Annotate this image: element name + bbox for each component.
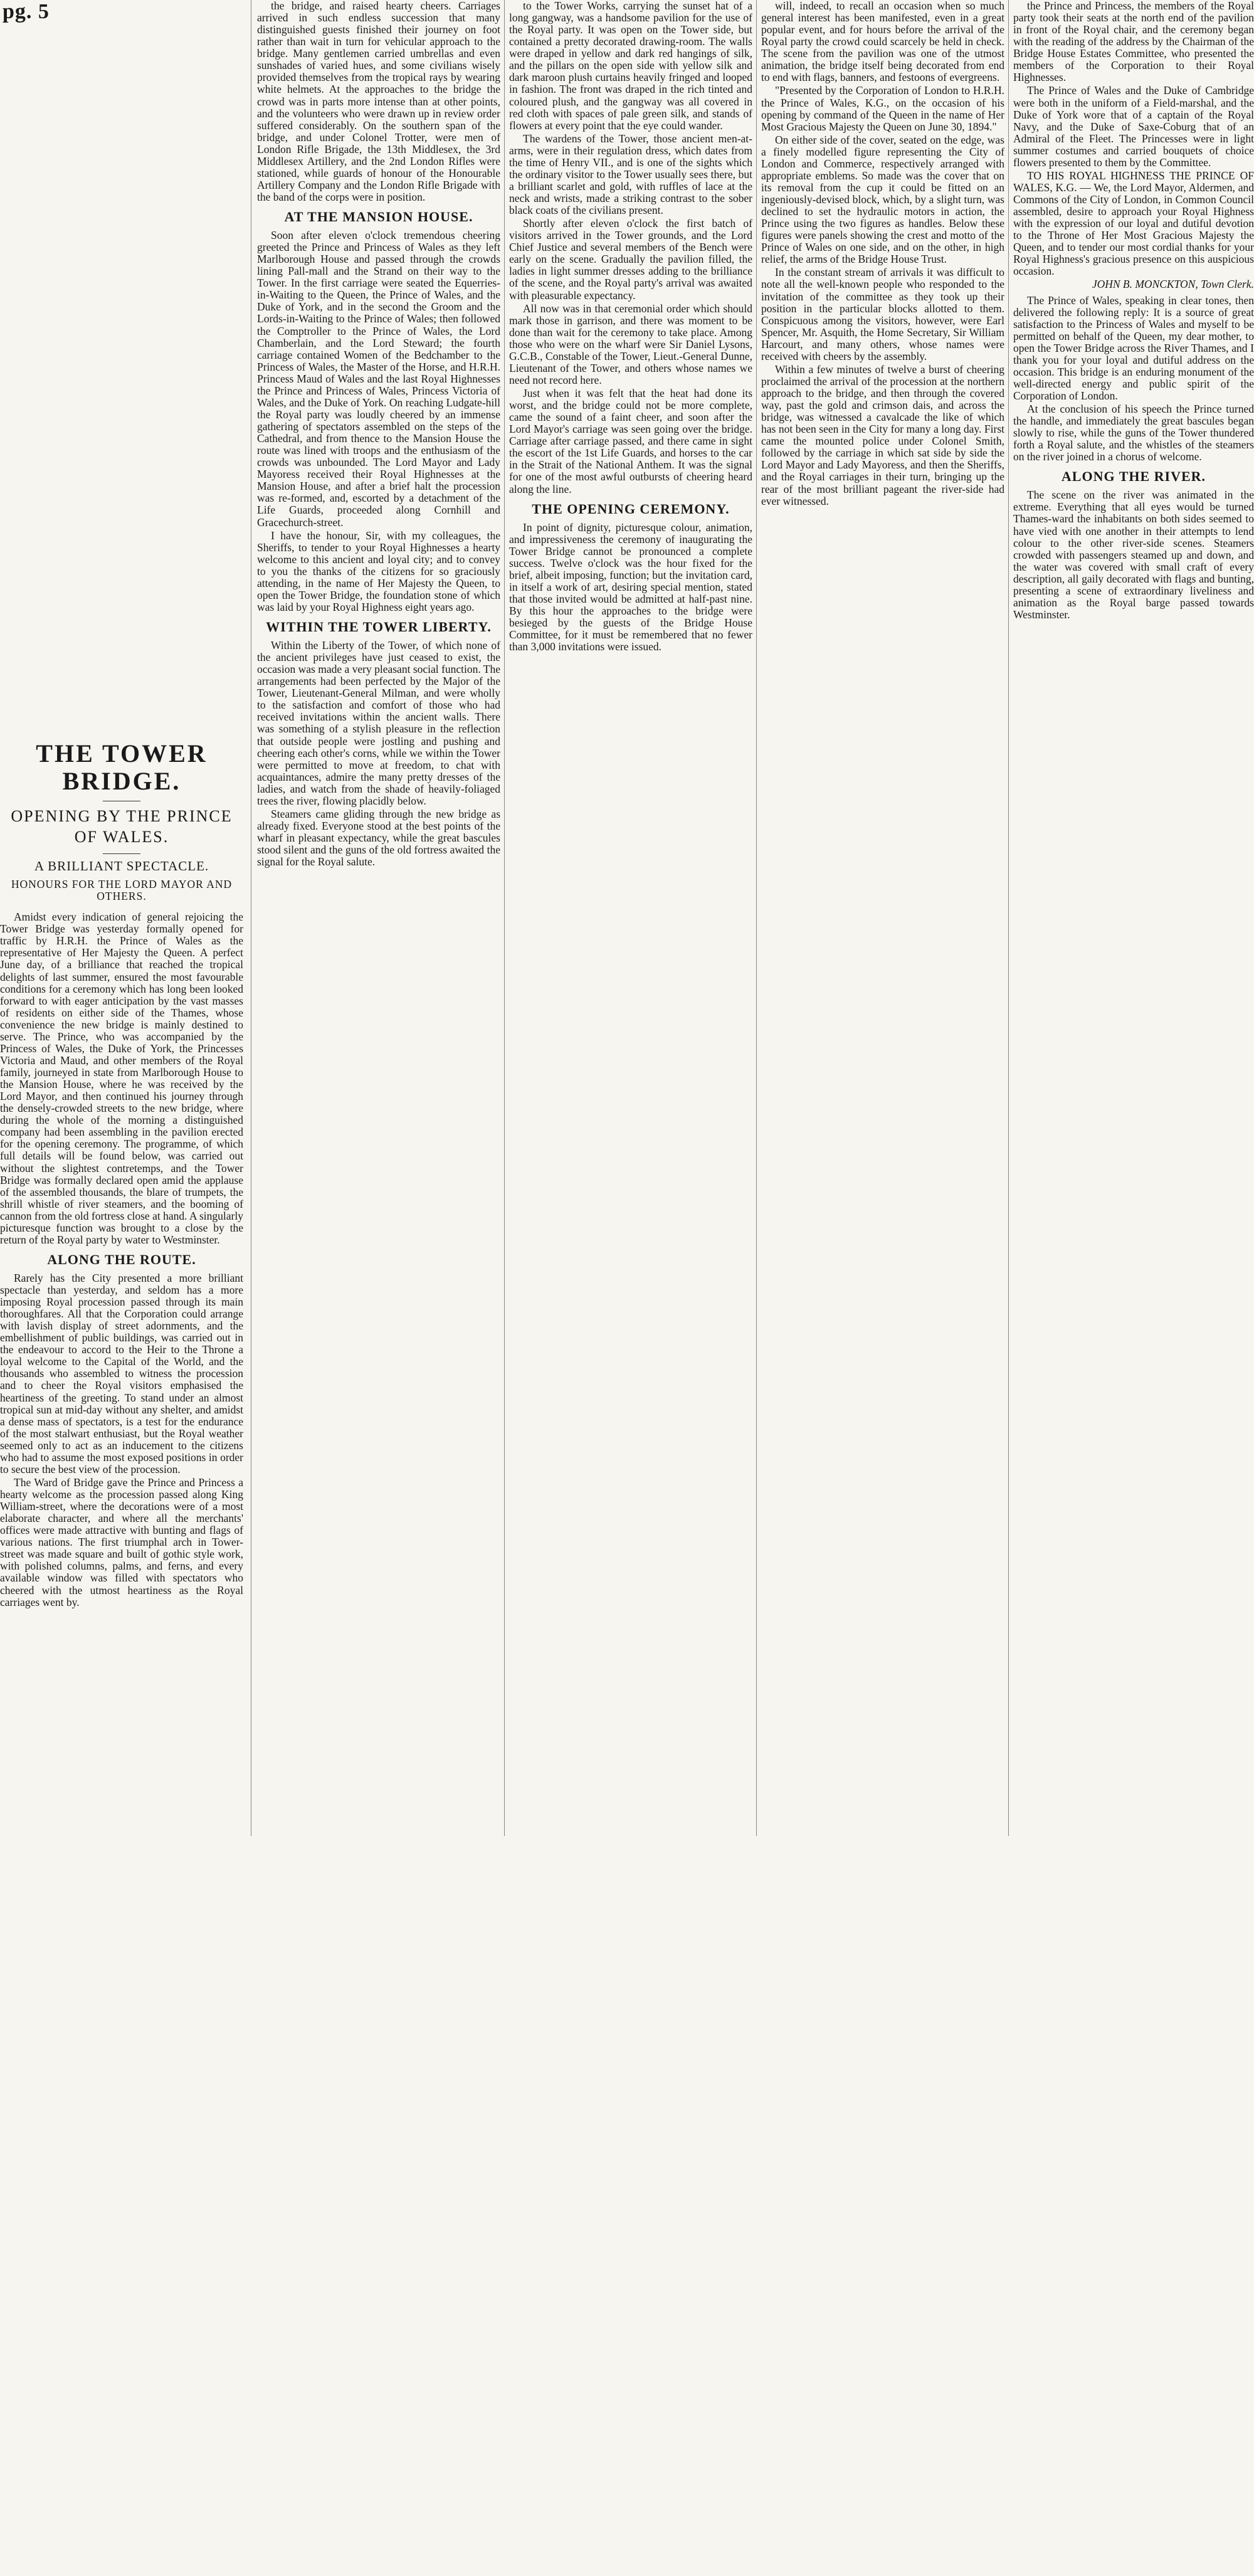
article-paragraph: Steamers came gliding through the new bridge as already fixed. Everyone stood at the best points of the wharf in pleasant expectancy, while the great bascules stood silent and the guns of the old fortress awaited the signal for the Royal salute. xyxy=(257,807,500,868)
divider xyxy=(103,853,140,854)
article-paragraph: In the constant stream of arrivals it was difficult to note all the well-known people who responded to the invitation of the committee as they took up their position in the particular blocks allotted to them. Conspicuous among the visitors, however, were Earl Spencer, Mr. Asquith, the Home Secretary, Sir William Harcourt, and many others, whose names were received with cheers by the assembly. xyxy=(761,266,1004,362)
article-paragraph: In point of dignity, picturesque colour, animation, and impressiveness the ceremony of inaugurating the Tower Bridge cannot be pronounced a complete success. Twelve o'clock was the hour fixed for the brief, albeit imposing, function; but the invitation card, in itself a work of art, desiring special mention, stated that those invited would be admitted at half-past nine. By this hour the approaches to the bridge were besieged by the guests of the Bridge House Committee, for it must be remembered that no fewer than 3,000 invitations were issued. xyxy=(509,520,752,653)
article-paragraph: I have the honour, Sir, with my colleagues, the Sheriffs, to tender to your Royal Highnesses a hearty welcome to this ancient and loyal city; and to convey to you the thanks of the citizens for so graciously attending, in the name of Her Majesty the Queen, to open the Tower Bridge, the foundation stone of which was laid by your Royal Highness eight years ago. xyxy=(257,529,500,613)
article-paragraph: will, indeed, to recall an occasion when so much general interest has been manifested, even in a great popular event, and for hours before the arrival of the Royal party the crowd could scarcely be held in check. The scene from the pavilion was one of the utmost animation, the bridge itself being decorated from end to end with flags, banners, and festoons of evergreens. xyxy=(761,0,1004,84)
article-paragraph: Within a few minutes of twelve a burst of cheering proclaimed the arrival of the procession at the northern approach to the bridge, and then through the covered way, past the gold and crimson dais, and across the bridge, was witnessed a cavalcade the like of which has not been seen in the City for many a long day. First came the mounted police under Colonel Smith, followed by the carriage in which sat side by side the Lord Mayor and Lady Mayoress, and then the Sheriffs, and the Royal carriages in their turn, bringing up the rear of the most brilliant pageant the river-side had ever witnessed. xyxy=(761,362,1004,507)
article-paragraph: On either side of the cover, seated on the edge, was a finely modelled figure representing the City of London and Commerce, respectively arranged with appropriate emblems. So made was the cover that on its removal from the cup it could be fitted on an ingeniously-devised block, which, by a slight turn, was declined to set the hydraulic motors in action, the Prince using the two figures as handles. Below these figures were panels showing the crest and motto of the Prince of Wales on one side, and on the other, in high relief, the arms of the Bridge House Trust. xyxy=(761,133,1004,266)
subheadline: OPENING BY THE PRINCE OF WALES. xyxy=(11,807,233,846)
column-2 xyxy=(257,0,500,1836)
article-paragraph: The Ward of Bridge gave the Prince and Princess a hearty welcome as the procession passed along King William-street, where the decorations were of a most elaborate character, and where all the merchants' offices were made attractive with bunting and flags of various nations. The first triumphal arch in Tower-street was made square and built of gothic style work, with polished columns, palms, and ferns, and every available window was filled with spectators who cheered with the utmost heartiness as the Royal carriages went by. xyxy=(0,1475,243,1608)
section-heading: THE OPENING CEREMONY. xyxy=(532,500,730,517)
article-paragraph: The Prince of Wales and the Duke of Cambridge were both in the uniform of a Field-marshal, and the Duke of York wore that of a captain of the Royal Navy, and the Duke of Saxe-Coburg that of an Admiral of the Fleet. The Princesses were in light summer costumes and carried bouquets of choice flowers presented to them by the Committee. xyxy=(1013,84,1254,169)
signature-line: JOHN B. MONCKTON, Town Clerk. xyxy=(1092,278,1254,291)
section-heading: WITHIN THE TOWER LIBERTY. xyxy=(266,619,492,635)
article-paragraph: to the Tower Works, carrying the sunset hat of a long gangway, was a handsome pavilion for the use of the Royal party. It was open on the Tower side, but contained a pretty decorated drawing-room. The walls were draped in yellow and dark red hangings of silk, and the pillars on the open side with yellow silk and dark maroon plush curtains heavily fringed and looped in fashion. The front was draped in the rich tinted and coloured plush, and the gangway was all covered in red cloth with spaces of pale green silk, and stands of flowers at every point that the eye could wander. xyxy=(509,0,752,132)
deck-secondary: HONOURS FOR THE LORD MAYOR AND OTHERS. xyxy=(11,878,233,903)
section-heading: ALONG THE ROUTE. xyxy=(47,1251,196,1267)
article-paragraph: Just when it was felt that the heat had done its worst, and the bridge could not be more complete, came the sound of a faint cheer, and soon after the Lord Mayor's carriage was seen going over the bridge. Carriage after carriage passed, and there came in sight the escort of the 1st Life Guards, and horses to the car in the Strait of the National Anthem. It was the signal for one of the most awful outbursts of cheering heard along the line. xyxy=(509,387,752,495)
article-paragraph: the Prince and Princess, the members of the Royal party took their seats at the north end of the pavilion in front of the Royal chair, and the ceremony began with the reading of the address by the Chairman of the Bridge House Estates Committee, who presented the members of the Corporation to their Royal Highnesses. xyxy=(1013,0,1254,84)
headline: THE TOWER BRIDGE. xyxy=(36,739,208,795)
article-paragraph: At the conclusion of his speech the Prince turned the handle, and immediately the great bascules began slowly to rise, while the guns of the Tower thundered forth a Royal salute, and the whistles of the steamers on the river joined in a chorus of welcome. xyxy=(1013,403,1254,463)
article-paragraph: "Presented by the Corporation of London to H.R.H. the Prince of Wales, K.G., on the occasion of his opening by command of the Queen in the name of Her Most Gracious Majesty the Queen on June 30, 1894." xyxy=(761,84,1004,133)
article-paragraph: the bridge, and raised hearty cheers. Carriages arrived in such endless succession that many distinguished guests finished their journey on foot rather than wait in turn for vehicular approach to the bridge. Many gentlemen carried umbrellas and even sunshades of varied hues, and some civilians wisely provided themselves from the tropical rays by wearing white helmets. At the approaches to the bridge the crowd was in parts more intense than at other points, and the volunteers who were drawn up in review order suffered considerably. On the southern span of the bridge, and under Colonel Trotter, were men of London Rifle Brigade, the 13th Middlesex, the 3rd Middlesex Artillery, and the 2nd London Rifles were stationed, while guards of honour of the Honourable Artillery Company and the London Rifle Brigade with the band of the corps were in position. xyxy=(257,0,500,203)
article-paragraph: The wardens of the Tower, those ancient men-at-arms, were in their regulation dress, which dates from the time of Henry VII., and is one of the sights which the ordinary visitor to the Tower usually sees there, but a brilliant scarlet and gold, with ruffles of lace at the neck and wrists, made a striking contrast to the sober black coats of the civilians present. xyxy=(509,132,752,217)
column-5 xyxy=(1013,0,1254,1836)
section-heading: AT THE MANSION HOUSE. xyxy=(284,209,473,225)
article-paragraph: Shortly after eleven o'clock the first batch of visitors arrived in the Tower grounds, and the Lord Chief Justice and several members of the Bench were early on the scene. Gradually the pavilion filled, the ladies in light summer dresses adding to the brilliance of the scene, and the Royal party's arrival was awaited with pleasurable expectancy. xyxy=(509,217,752,302)
section-heading: ALONG THE RIVER. xyxy=(1061,468,1206,485)
article-paragraph: Soon after eleven o'clock tremendous cheering greeted the Prince and Princess of Wales as they left Marlborough House and passed through the crowds lining Pall-mall and the Strand on their way to the Tower. In the first carriage were seated the Equerries-in-Waiting to the Queen, the Prince of Wales, and the Duke of York, and in the second the Groom and the Lords-in-Waiting to the Prince of Wales; then followed the Comptroller to the Prince of Wales, the Lord Chamberlain, and the Lord Steward; the fourth carriage contained Women of the Bedchamber to the Princess of Wales, the Master of the Horse, and H.R.H. Princess Maud of Wales and the last Royal Highnesses the Prince and Princess of Wales, Princess Victoria of Wales, and the Duke of York. On reaching Ludgate-hill the Royal party was loudly cheered by an immense gathering of spectators assembled on the steps of the Cathedral, and from thence to the Mansion House the route was lined with troops and the enthusiasm of the crowds was unbounded. The Lord Mayor and Lady Mayoress received their Royal Highnesses at the Mansion House, and after a brief halt the procession was re-formed, and, escorted by a detachment of the Life Guards, proceeded along Cornhill and Gracechurch-street. xyxy=(257,229,500,529)
article-paragraph: All now was in that ceremonial order which should mark those in garrison, and there was moment to be done than wait for the ceremony to take place. Among those who were on the wharf were Sir Daniel Lysons, G.C.B., Constable of the Tower, Lieut.-General Dunne, Lieutenant of the Tower, and others whose names we need not record here. xyxy=(509,302,752,386)
article-paragraph: Within the Liberty of the Tower, of which none of the ancient privileges have just ceased to exist, the occasion was made a very pleasant social function. The arrangements had been perfected by the Major of the Tower, Lieutenant-General Milman, and were wholly to the satisfaction and comfort of those who had received invitations within the ancient walls. There was something of a stylish pleasure in the reflection that outside people were jostling and pushing and cheering each other's corns, while we within the Tower were permitted to move at freedom, to chat with acquaintances, admire the many pretty dresses of the ladies, and watch from the shade of heavily-foliaged trees the river, flowing placidly below. xyxy=(257,639,500,807)
page-label: pg. 5 xyxy=(3,0,50,23)
column-rule xyxy=(1008,0,1009,1836)
article-paragraph: The Prince of Wales, speaking in clear tones, then delivered the following reply: It is a source of great satisfaction to the Princess of Wales and myself to be permitted on behalf of the Queen, my dear mother, to open the Tower Bridge across the River Thames, and I thank you for your loyal and dutiful address on the occasion. This bridge is an enduring monument of the well-directed energy and public spirit of the Corporation of London. xyxy=(1013,293,1254,402)
column-1 xyxy=(0,0,243,2576)
column-rule xyxy=(756,0,757,1836)
column-3 xyxy=(509,0,752,1836)
article-paragraph: Amidst every indication of general rejoicing the Tower Bridge was yesterday formally opened for traffic by H.R.H. the Prince of Wales as the representative of Her Majesty the Queen. A perfect June day, of a brilliance that reached the tropical delights of last summer, ensured the most favourable conditions for a ceremony which has long been looked forward to with eager anticipation by the vast masses of residents on either side of the Thames, whose convenience the new bridge is mainly destined to serve. The Prince, who was accompanied by the Princess of Wales, the Duke of York, the Princesses Victoria and Maud, and other members of the Royal family, journeyed in state from Marlborough House to the Mansion House, where he was received by the Lord Mayor, and then continued his journey through the densely-crowded streets to the new bridge, where during the whole of the morning a distinguished company had been assembling in the pavilion erected for the opening ceremony. The programme, of which full details will be found below, was carried out without the slightest contretemps, and the Tower Bridge was formally declared open amid the applause of the assembled thousands, the blare of trumpets, the shrill whistle of river steamers, and the booming of cannon from the old fortress close at hand. A singularly picturesque function was brought to a close by the return of the Royal party by water to Westminster. xyxy=(0,911,243,1246)
deck: A BRILLIANT SPECTACLE. xyxy=(34,858,209,874)
address-text: TO HIS ROYAL HIGHNESS THE PRINCE OF WALES, K.G. — We, the Lord Mayor, Aldermen, and Commons of the City of London, in Common Council assembled, desire to approach your Royal Highness with the expression of our loyal and dutiful devotion to the Throne of Her Most Gracious Majesty the Queen, and to tender our most cordial thanks for your Royal Highness's gracious presence on this auspicious occasion. xyxy=(1013,169,1254,278)
column-rule xyxy=(504,0,505,1836)
article-paragraph: Rarely has the City presented a more brilliant spectacle than yesterday, and seldom has a more imposing Royal procession passed through its main thoroughfares. All that the Corporation could arrange with lavish display of street adornments, and the embellishment of public buildings, was carried out in the endeavour to accord to the Heir to the Throne a loyal welcome to the Capital of the World, and the thousands who assembled to witness the procession and to cheer the Royal visitors emphasised the heartiness of the greeting. To stand under an almost tropical sun at mid-day without any shelter, and amidst a dense mass of spectators, is a test for the endurance of the most stalwart enthusiast, but the Royal weather seemed only to act as an inducement to the citizens who had to assume the most exposed positions in order to secure the best view of the procession. xyxy=(0,1271,243,1475)
column-4 xyxy=(761,0,1004,1836)
article-paragraph: The scene on the river was animated in the extreme. Everything that all eyes would be turned Thames-ward the inhabitants on both sides seemed to have vied with one another in their attempts to lend colour to the other river-side scenes. Steamers crowded with passengers steamed up and down, and the water was covered with small craft of every description, all gaily decorated with flags and bunting, presenting a scene of extraordinary liveliness and animation as the Royal barge passed towards Westminster. xyxy=(1013,488,1254,621)
